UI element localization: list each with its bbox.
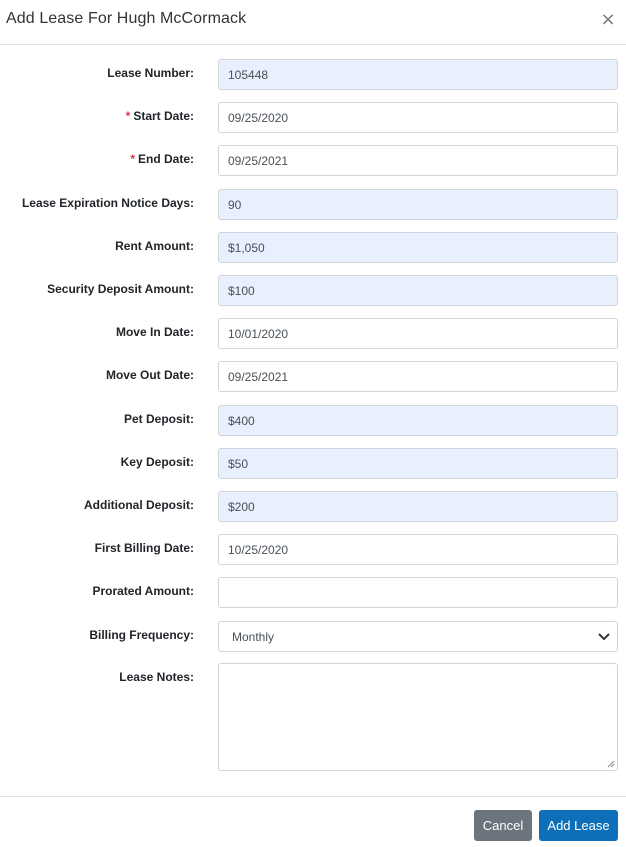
resize-handle-icon[interactable] xyxy=(606,759,615,768)
move-out-date-label: Move Out Date: xyxy=(105,368,194,382)
close-button[interactable] xyxy=(598,9,618,31)
rent-amount-input[interactable] xyxy=(218,232,618,263)
lease-expiration-notice-days-input[interactable] xyxy=(218,189,618,220)
field-first-billing-date xyxy=(0,534,626,565)
first-billing-date-label: First Billing Date: xyxy=(94,541,194,555)
field-lease-number xyxy=(0,59,626,90)
billing-frequency-value: Monthly xyxy=(232,630,275,644)
lease-notes-label: Lease Notes: xyxy=(119,670,194,684)
start-date-label xyxy=(126,109,194,123)
field-move-out-date xyxy=(0,361,626,392)
security-deposit-amount-label: Security Deposit Amount: xyxy=(47,282,194,296)
field-security-deposit-amount xyxy=(0,275,626,306)
field-pet-deposit xyxy=(0,405,626,436)
required-marker: * xyxy=(125,109,131,123)
billing-frequency-label: Billing Frequency: xyxy=(89,628,194,642)
start-date-label-text: Start Date: xyxy=(133,109,194,123)
field-additional-deposit xyxy=(0,491,626,522)
field-key-deposit xyxy=(0,448,626,479)
key-deposit-input[interactable] xyxy=(218,448,618,479)
end-date-label-text: End Date: xyxy=(137,152,194,166)
lease-number-label: Lease Number: xyxy=(107,66,194,80)
lease-expiration-notice-days-label: Lease Expiration Notice Days: xyxy=(21,196,194,210)
lease-notes-textarea[interactable] xyxy=(218,663,618,771)
move-in-date-input[interactable] xyxy=(218,318,618,349)
move-in-date-label: Move In Date: xyxy=(115,325,194,339)
rent-amount-label: Rent Amount: xyxy=(115,239,194,253)
end-date-input[interactable] xyxy=(218,145,618,176)
first-billing-date-input[interactable] xyxy=(218,534,618,565)
prorated-amount-input[interactable] xyxy=(218,577,618,608)
end-date-label xyxy=(130,152,194,166)
field-billing-frequency xyxy=(0,621,626,652)
pet-deposit-input[interactable] xyxy=(218,405,618,436)
billing-frequency-select[interactable] xyxy=(218,621,618,652)
modal-footer xyxy=(0,796,626,847)
lease-number-input[interactable] xyxy=(218,59,618,90)
field-move-in-date xyxy=(0,318,626,349)
modal-header xyxy=(0,0,626,45)
modal-title: Add Lease For Hugh McCormack xyxy=(6,10,247,27)
move-out-date-input[interactable] xyxy=(218,361,618,392)
field-lease-expiration-notice-days xyxy=(0,189,626,220)
security-deposit-amount-input[interactable] xyxy=(218,275,618,306)
required-marker: * xyxy=(130,152,135,166)
start-date-input[interactable] xyxy=(218,102,618,133)
field-end-date xyxy=(0,145,626,176)
prorated-amount-label: Prorated Amount: xyxy=(92,584,194,598)
chevron-down-icon xyxy=(598,630,610,644)
close-icon: × xyxy=(600,9,616,30)
additional-deposit-label: Additional Deposit: xyxy=(84,498,194,512)
pet-deposit-label: Pet Deposit: xyxy=(123,412,194,426)
field-prorated-amount xyxy=(0,577,626,608)
additional-deposit-input[interactable] xyxy=(218,491,618,522)
field-start-date xyxy=(0,102,626,133)
cancel-button[interactable]: Cancel xyxy=(474,810,532,841)
field-lease-notes xyxy=(0,663,626,694)
add-lease-button[interactable]: Add Lease xyxy=(539,810,618,841)
key-deposit-label: Key Deposit: xyxy=(120,455,194,469)
field-rent-amount xyxy=(0,232,626,263)
